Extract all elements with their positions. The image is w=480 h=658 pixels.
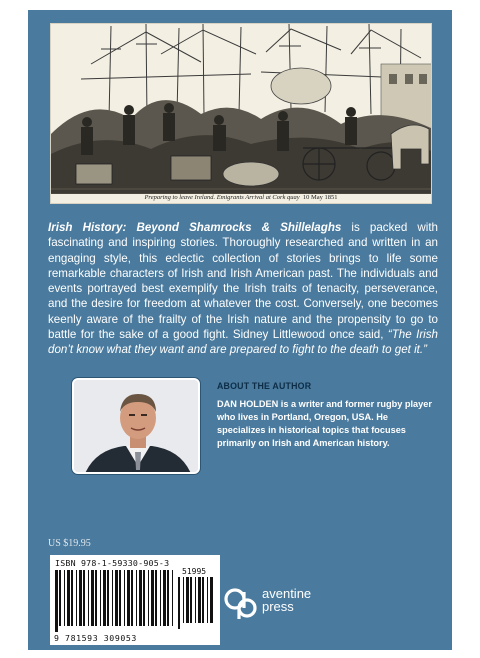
price-addon-number: 51995 bbox=[182, 567, 207, 576]
barcode-bar bbox=[79, 570, 82, 626]
isbn-barcode bbox=[50, 555, 220, 645]
barcode-bar bbox=[183, 577, 184, 623]
barcode-bar bbox=[100, 570, 101, 626]
barcode-bar bbox=[139, 570, 142, 626]
barcode-bar bbox=[67, 570, 70, 626]
barcode-bar bbox=[186, 577, 189, 623]
barcode-bar bbox=[143, 570, 145, 626]
barcode-bar bbox=[148, 570, 149, 626]
barcode-bar bbox=[195, 577, 196, 623]
barcode-bar bbox=[160, 570, 161, 626]
barcode-bar bbox=[210, 577, 213, 623]
barcode-bar bbox=[155, 570, 157, 626]
barcode-bar bbox=[172, 570, 173, 626]
barcode-bar bbox=[119, 570, 121, 626]
barcode-bar bbox=[178, 577, 180, 629]
engraving-drawing bbox=[51, 24, 432, 204]
barcode-bar bbox=[198, 577, 201, 623]
caption-text: Preparing to leave Ireland. Emigrants Arrival at Cork quay bbox=[144, 194, 300, 201]
barcode-bar bbox=[107, 570, 109, 626]
barcode-bar bbox=[202, 577, 204, 623]
publisher-name-line2: press bbox=[262, 599, 294, 614]
back-cover bbox=[28, 10, 452, 650]
aventine-press-logo-icon bbox=[224, 586, 258, 620]
description-quote: “The Irish don’t know what they want and are prepared to fight to the death to get it.” bbox=[48, 328, 439, 357]
about-author-heading: ABOUT THE AUTHOR bbox=[217, 381, 312, 391]
barcode-bar bbox=[167, 570, 169, 626]
barcode-bar bbox=[136, 570, 137, 626]
engraving-caption bbox=[51, 194, 431, 201]
barcode-bar bbox=[91, 570, 94, 626]
publisher-logo bbox=[224, 582, 324, 632]
barcode-bar bbox=[83, 570, 85, 626]
barcode-bar bbox=[88, 570, 89, 626]
caption-date: 10 May 1851 bbox=[302, 194, 338, 201]
barcode-bar bbox=[163, 570, 166, 626]
price-label: US $19.95 bbox=[48, 538, 91, 549]
barcode-bar bbox=[115, 570, 118, 626]
publisher-name-line1: aventine bbox=[262, 586, 312, 601]
author-photo bbox=[72, 378, 200, 474]
description-body: is packed with fascinating and inspiring stories. Thoroughly researched and written in an engaging style, this eclectic collection of stories brings to life some remarkable characters of Irish and Irish American past. The individuals and events portrayed best exemplify the Irish traits of tenacity, perseverance, and the desire for freedom at whatever the cost. Conversely, one becomes keenly aware of the frailty of the Irish nature and the propensity to go to battle for the sake of a good fight. Sidney Littlewood once said, bbox=[48, 221, 438, 342]
author-bio: DAN HOLDEN is a writer and former rugby player who lives in Portland, Oregon, USA. He specializes in historical topics that focuses primarily on Irish and American history. bbox=[217, 399, 432, 449]
barcode-bar bbox=[59, 570, 61, 626]
barcode-bar bbox=[95, 570, 97, 626]
publisher-name bbox=[262, 587, 311, 613]
barcode-bar bbox=[64, 570, 65, 626]
barcode-bar bbox=[103, 570, 106, 626]
book-title: Irish History: Beyond Shamrocks & Shillelaghs bbox=[48, 221, 342, 234]
barcode-bar bbox=[127, 570, 130, 626]
author-portrait bbox=[74, 380, 200, 474]
barcode-bar bbox=[76, 570, 77, 626]
barcode-bar bbox=[55, 570, 58, 632]
barcode-bar bbox=[190, 577, 192, 623]
barcode-bar bbox=[151, 570, 154, 626]
book-description bbox=[48, 220, 438, 358]
barcode-bar bbox=[71, 570, 73, 626]
barcode-bar bbox=[124, 570, 125, 626]
ean-barcode-bars bbox=[55, 570, 175, 632]
addon-barcode-bars bbox=[178, 577, 214, 632]
emigrants-engraving-image bbox=[50, 23, 432, 204]
isbn-number: ISBN 978-1-59330-905-3 bbox=[55, 558, 170, 568]
barcode-bar bbox=[112, 570, 113, 626]
barcode-bar bbox=[131, 570, 133, 626]
barcode-bar bbox=[207, 577, 208, 623]
ean-number: 9 781593 309053 bbox=[54, 633, 137, 643]
